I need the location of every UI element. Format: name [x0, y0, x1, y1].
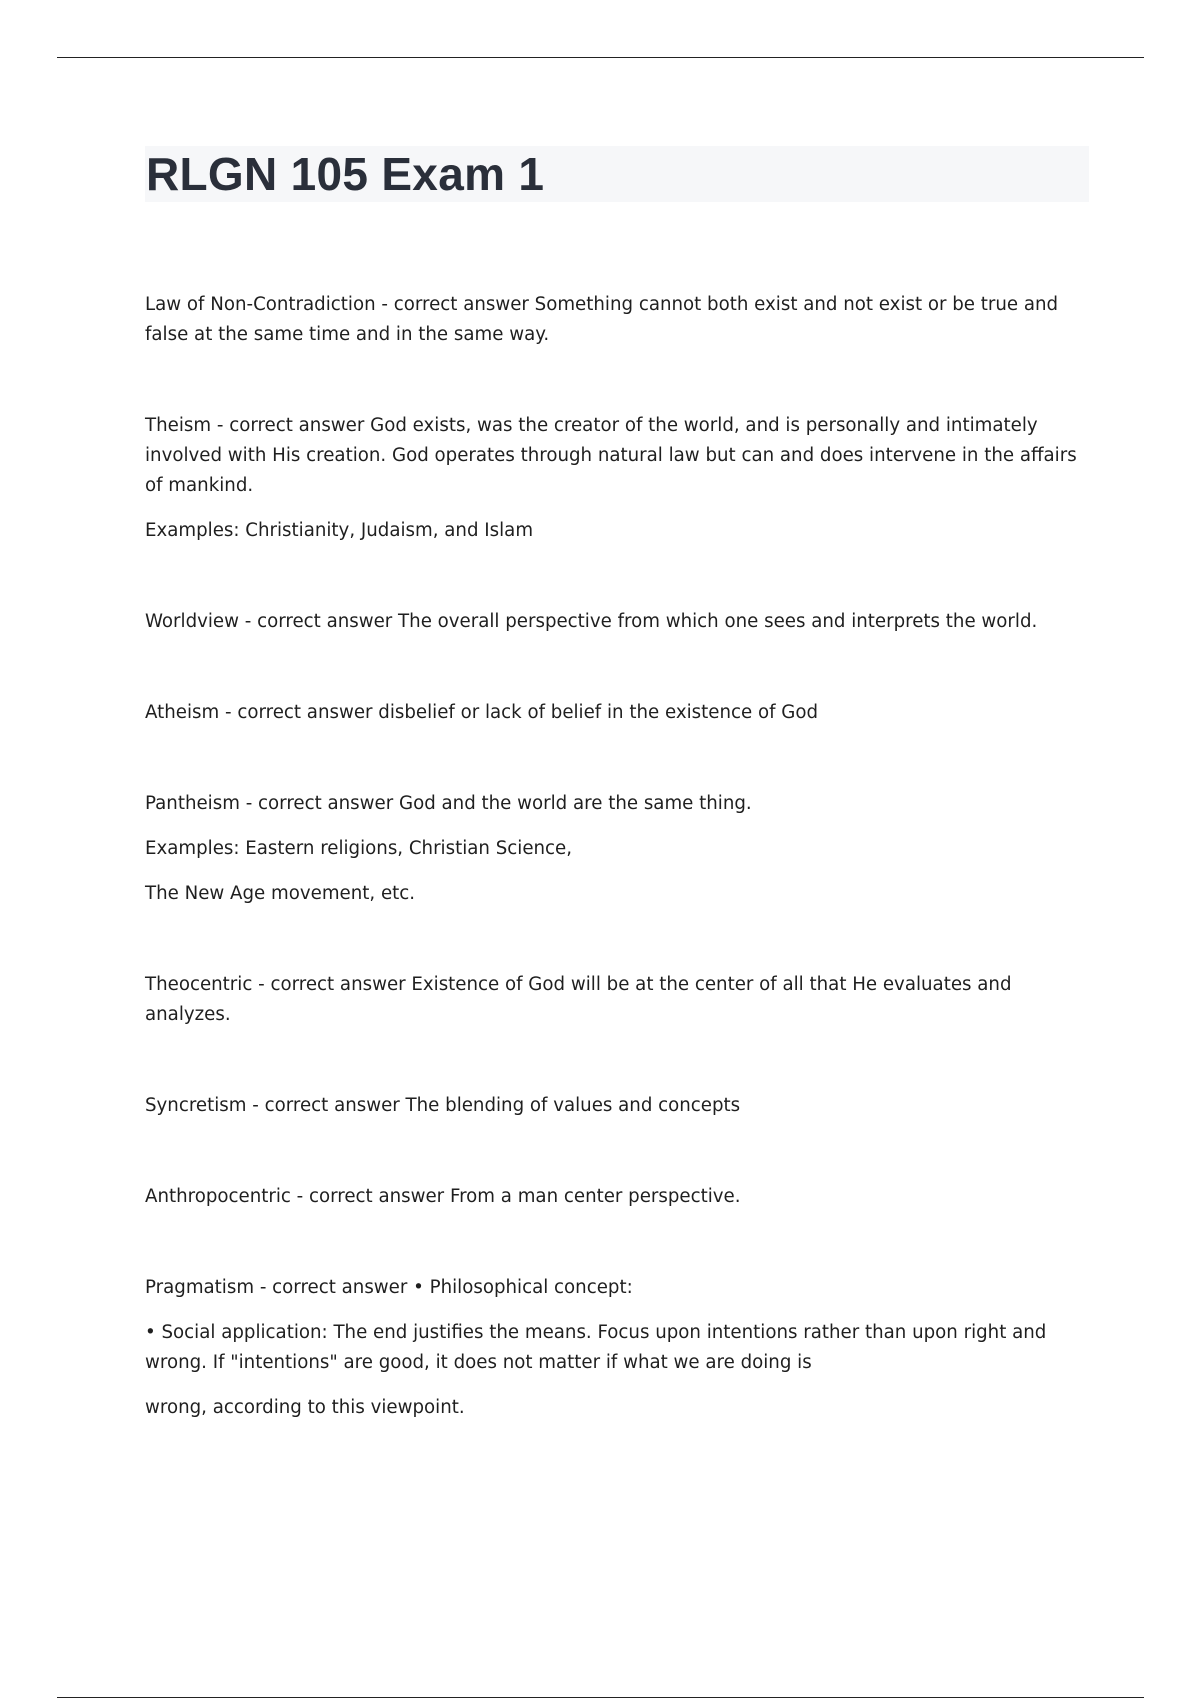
entry-pantheism — [145, 789, 1090, 909]
entry-paragraph: Theocentric - correct answer Existence of God will be at the center of all that He evaluates and analyzes. — [145, 974, 1012, 1025]
entry-paragraph: Atheism - correct answer disbelief or lack of belief in the existence of God — [145, 702, 819, 723]
entry-paragraph: • Social application: The end justifies the means. Focus upon intentions rather than upon right and wrong. If "intentions" are good, it does not matter if what we are doing is — [145, 1322, 1047, 1373]
entry-paragraph: Examples: Eastern religions, Christian Science, — [145, 838, 573, 859]
entry-paragraph: The New Age movement, etc. — [145, 883, 416, 904]
document-title: RLGN 105 Exam 1 — [146, 148, 545, 200]
entry-paragraph: Law of Non-Contradiction - correct answer Something cannot both exist and not exist or be true and false at the same time and in the same way. — [145, 294, 1059, 345]
top-divider — [57, 57, 1144, 58]
entry-paragraph: wrong, according to this viewpoint. — [145, 1397, 465, 1418]
entry-anthropocentric — [145, 1182, 1090, 1212]
entry-atheism — [145, 698, 1090, 728]
entry-paragraph: Syncretism - correct answer The blending of values and concepts — [145, 1095, 741, 1116]
bottom-divider — [57, 1697, 1144, 1698]
entry-paragraph: Worldview - correct answer The overall perspective from which one sees and interprets the world. — [145, 611, 1038, 632]
entry-theism — [145, 411, 1090, 546]
entry-syncretism — [145, 1091, 1090, 1121]
entry-paragraph: Anthropocentric - correct answer From a man center perspective. — [145, 1186, 741, 1207]
entry-paragraph: Pragmatism - correct answer • Philosophical concept: — [145, 1277, 633, 1298]
document-body — [145, 290, 1090, 1484]
entry-paragraph: Examples: Christianity, Judaism, and Islam — [145, 520, 534, 541]
entry-theocentric — [145, 970, 1090, 1030]
entry-paragraph: Pantheism - correct answer God and the world are the same thing. — [145, 793, 752, 814]
entry-pragmatism — [145, 1273, 1090, 1423]
entry-paragraph: Theism - correct answer God exists, was the creator of the world, and is personally and intimately involved with His creation. God operates through natural law but can and does intervene in the affairs of mankind. — [145, 415, 1077, 496]
entry-worldview — [145, 607, 1090, 637]
entry-law-of-non-contradiction — [145, 290, 1090, 350]
